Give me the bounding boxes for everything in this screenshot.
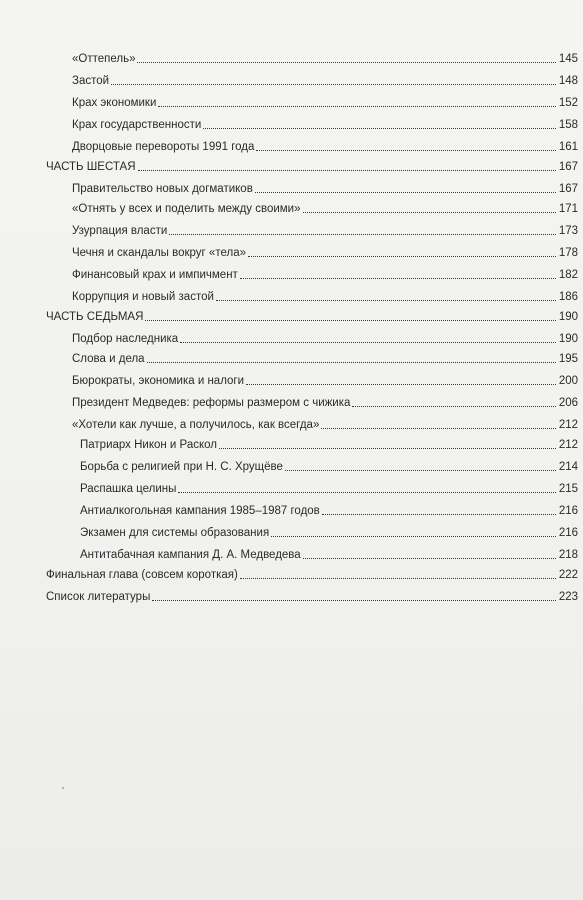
- toc-entry-page-number: 190: [558, 333, 578, 345]
- toc-entry: [72, 134, 578, 154]
- toc-entry: [72, 412, 578, 432]
- toc-entry-title: Крах государственности: [72, 119, 202, 131]
- toc-entry-page-number: 182: [558, 269, 578, 281]
- toc-entry-title: Коррупция и новый застой: [72, 291, 214, 303]
- dot-leader: [111, 83, 556, 85]
- toc-entry: [72, 284, 578, 304]
- toc-entry-title: Распашка целины: [80, 483, 177, 495]
- toc-entry-title: Антиалкогольная кампания 1985–1987 годов: [80, 505, 320, 517]
- toc-entry-page-number: 212: [558, 439, 578, 451]
- toc-entry-page-number: 218: [558, 549, 578, 561]
- toc-entry-page-number: 216: [558, 505, 578, 517]
- toc-entry-title: Борьба с религией при Н. С. Хрущёве: [80, 461, 283, 473]
- toc-entry-title: Бюрократы, экономика и налоги: [72, 375, 245, 387]
- dot-leader: [352, 405, 555, 407]
- toc-entry-title: Список литературы: [46, 591, 151, 603]
- toc-entry: [46, 154, 578, 174]
- toc-entry-title: «Отнять у всех и поделить между своими»: [72, 203, 301, 215]
- toc-entry-page-number: 223: [558, 591, 578, 603]
- toc-entry-page-number: 206: [558, 397, 578, 409]
- toc-entry: [46, 584, 578, 604]
- toc-entry-page-number: 145: [558, 53, 578, 65]
- toc-entry-title: Патриарх Никон и Раскол: [80, 439, 218, 451]
- toc-entry-page-number: 161: [558, 141, 578, 153]
- toc-entry-title: Экзамен для системы образования: [80, 527, 270, 539]
- toc-entry: [72, 90, 578, 110]
- dot-leader: [137, 61, 555, 63]
- dot-leader: [216, 299, 556, 301]
- toc-entry-page-number: 214: [558, 461, 578, 473]
- toc-entry: [72, 390, 578, 410]
- toc-entry-page-number: 216: [558, 527, 578, 539]
- dot-leader: [321, 427, 555, 429]
- dot-leader: [303, 211, 556, 213]
- toc-entry-page-number: 152: [558, 97, 578, 109]
- toc-entry: [72, 346, 578, 366]
- toc-entry-title: «Хотели как лучше, а получилось, как всегда»: [72, 419, 320, 431]
- toc-entry-page-number: 148: [558, 75, 578, 87]
- toc-entry: [72, 46, 578, 66]
- toc-entry: [46, 562, 578, 582]
- dot-leader: [138, 169, 556, 171]
- toc-entry-page-number: 173: [558, 225, 578, 237]
- toc-entry: [72, 240, 578, 260]
- toc-entry-title: Финансовый крах и импичмент: [72, 269, 238, 281]
- toc-entry: [72, 112, 578, 132]
- toc-entry-page-number: 167: [558, 183, 578, 195]
- toc-entry-title: Антитабачная кампания Д. А. Медведева: [80, 549, 301, 561]
- toc-entry: [80, 520, 578, 540]
- toc-entry-title: «Оттепель»: [72, 53, 136, 65]
- toc-entry-title: Дворцовые перевороты 1991 года: [72, 141, 255, 153]
- toc-entry-title: ЧАСТЬ ШЕСТАЯ: [46, 161, 136, 173]
- toc-entry-title: Крах экономики: [72, 97, 157, 109]
- dot-leader: [248, 255, 556, 257]
- toc-entry-page-number: 158: [558, 119, 578, 131]
- toc-entry-title: Подбор наследника: [72, 333, 179, 345]
- toc-entry-page-number: 171: [558, 203, 578, 215]
- toc-entry-page-number: 195: [558, 353, 578, 365]
- toc-entry-title: Слова и дела: [72, 353, 145, 365]
- toc-entry: [80, 432, 578, 452]
- toc-entry: [80, 454, 578, 474]
- toc-entry-page-number: 222: [558, 569, 578, 581]
- dot-leader: [203, 127, 555, 129]
- toc-entry-title: ЧАСТЬ СЕДЬМАЯ: [46, 311, 144, 323]
- toc-entry: [80, 476, 578, 496]
- dot-leader: [158, 105, 555, 107]
- toc-entry-title: Президент Медведев: реформы размером с чижика: [72, 397, 351, 409]
- dot-leader: [145, 319, 555, 321]
- toc-entry: [80, 498, 578, 518]
- dot-leader: [255, 191, 556, 193]
- toc-entry: [72, 196, 578, 216]
- toc-entry-page-number: 200: [558, 375, 578, 387]
- toc-entry-title: Узурпация власти: [72, 225, 168, 237]
- toc-entry: [72, 68, 578, 88]
- toc-entry-title: Правительство новых догматиков: [72, 183, 253, 195]
- toc-entry-title: Застой: [72, 75, 110, 87]
- toc-entry: [72, 326, 578, 346]
- toc-entry: [72, 368, 578, 388]
- toc-entry-title: Финальная глава (совсем короткая): [46, 569, 238, 581]
- toc-entry-page-number: 212: [558, 419, 578, 431]
- dot-leader: [271, 535, 556, 537]
- dot-leader: [147, 361, 556, 363]
- dot-leader: [152, 599, 555, 601]
- toc-entry-title: Чечня и скандалы вокруг «тела»: [72, 247, 246, 259]
- dot-leader: [178, 491, 555, 493]
- dot-leader: [180, 341, 556, 343]
- dot-leader: [256, 149, 555, 151]
- toc-entry: [80, 542, 578, 562]
- toc-entry-page-number: 178: [558, 247, 578, 259]
- dot-leader: [219, 447, 556, 449]
- paper-speck: [62, 787, 64, 789]
- toc-entry-page-number: 215: [558, 483, 578, 495]
- toc-entry: [72, 262, 578, 282]
- toc-entry: [46, 304, 578, 324]
- dot-leader: [285, 469, 556, 471]
- dot-leader: [246, 383, 556, 385]
- toc-entry-page-number: 167: [558, 161, 578, 173]
- toc-entry-page-number: 186: [558, 291, 578, 303]
- toc-entry: [72, 218, 578, 238]
- dot-leader: [240, 577, 556, 579]
- dot-leader: [240, 277, 556, 279]
- dot-leader: [169, 233, 556, 235]
- dot-leader: [322, 513, 556, 515]
- toc-entry: [72, 176, 578, 196]
- dot-leader: [303, 557, 556, 559]
- toc-entry-page-number: 190: [558, 311, 578, 323]
